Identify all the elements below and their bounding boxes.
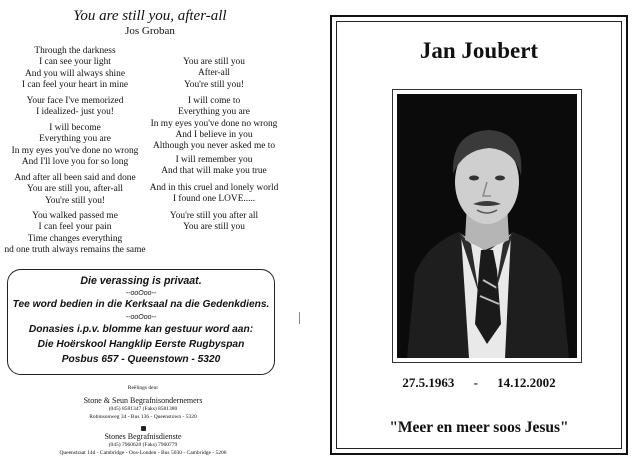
poem-line: I can see your light	[39, 57, 111, 68]
poem-stanza	[148, 155, 280, 178]
poem-stanza	[148, 96, 280, 152]
notice-tea-line: Tee word bedien in die Kerksaal na die Gedenkdiens.	[12, 299, 270, 310]
notice-box	[7, 269, 275, 375]
poem-stanza	[0, 211, 150, 256]
company-name: Stone & Seun Begrafnisondernemers	[83, 396, 203, 405]
poem-line: And I believe in you	[175, 129, 253, 140]
poem-line: After-all	[197, 68, 231, 79]
notice-separator: --ooOoo--	[125, 314, 157, 321]
company-name: Stones Begrafnisdienste	[104, 432, 182, 441]
poem-line: You're still you!	[44, 195, 106, 206]
portrait-photo	[397, 94, 577, 358]
date-separator: -	[473, 375, 478, 390]
poem-line: You walked passed me	[32, 211, 118, 221]
company-phone: (045) 7960620 (Faks) 7960779	[108, 442, 178, 448]
poem-stanza	[148, 211, 280, 234]
company-address: Robinsonweg 34 - Bus 136 - Queenstown - 5320	[89, 414, 197, 420]
notice-separator: --ooOoo--	[125, 290, 157, 297]
poem-stanza	[0, 123, 150, 168]
deceased-name: Jan Joubert	[419, 38, 539, 63]
fold-mark	[299, 312, 300, 324]
notice-donations-line: Donasies i.p.v. blomme kan gestuur word aan:	[28, 324, 254, 335]
poem-line: Everything you are	[178, 107, 250, 118]
notice-address-line: Posbus 657 - Queenstown - 5320	[61, 354, 221, 365]
poem-line: I can feel your heart in mine	[21, 79, 129, 90]
life-dates	[336, 375, 622, 391]
poem-title: You are still you, after-all	[73, 8, 227, 24]
poem-line: You are still you, after-all	[27, 184, 123, 195]
poem-line: In my eyes you've done no wrong	[11, 145, 139, 156]
poem-line: And in this cruel and lonely world	[149, 183, 279, 193]
poem-line: I can feel your pain	[38, 222, 112, 233]
poem-stanza	[0, 46, 150, 91]
poem-line: In my eyes you've done no wrong	[150, 118, 278, 129]
poem-line: I will remember you	[175, 155, 253, 165]
poem-stanza	[148, 57, 280, 91]
poem-line: I will come to	[187, 96, 241, 106]
poem-line: Time changes everything	[27, 233, 123, 244]
poem-line: nd one truth always remains the same	[4, 244, 146, 255]
poem-stanza	[0, 173, 150, 207]
poem-line: You are still you	[183, 222, 245, 233]
poem-line: Although you never asked me to	[152, 141, 276, 152]
birth-date: 27.5.1963	[402, 375, 455, 390]
poem-line: You are still you	[183, 57, 245, 67]
poem-line: You're still you!	[183, 79, 245, 90]
poem-line: Through the darkness	[34, 46, 116, 56]
poem-line: And that will make you true	[161, 166, 267, 177]
poem-line: I found one LOVE.....	[172, 194, 256, 205]
poem-line: Your face I've memorized	[26, 96, 124, 106]
company-phone: (045) 8581347 (Faks) 8581380	[108, 406, 178, 412]
poem-line: And you will always shine	[25, 68, 125, 79]
notice-recipient-line: Die Hoërskool Hangklip Eerste Rugbyspan	[37, 339, 245, 350]
poem-stanza	[0, 96, 150, 119]
notice-private-line: Die verassing is privaat.	[80, 275, 202, 287]
poem-line: And after all been said and done	[14, 173, 136, 183]
death-date: 14.12.2002	[497, 375, 556, 390]
arrangements-heading: Reëlings deur	[127, 385, 159, 391]
portrait-illustration	[397, 94, 577, 358]
poem-line: Everything you are	[39, 134, 111, 145]
poem-line: I will become	[49, 123, 101, 133]
poem-author: Jos Groban	[125, 25, 175, 37]
poem-line: And I'll love you for so long	[21, 156, 129, 167]
flower-icon	[141, 426, 146, 431]
poem-line: I idealized- just you!	[36, 107, 114, 118]
poem-stanza	[148, 183, 280, 206]
memorial-quote: "Meer en meer soos Jesus"	[389, 419, 569, 436]
poem-line: You're still you after all	[169, 211, 259, 221]
company-address: Queenstraat 14d - Cambridge - Oos-Londen - Bus 5030 - Cambridge - 5206	[59, 450, 227, 456]
